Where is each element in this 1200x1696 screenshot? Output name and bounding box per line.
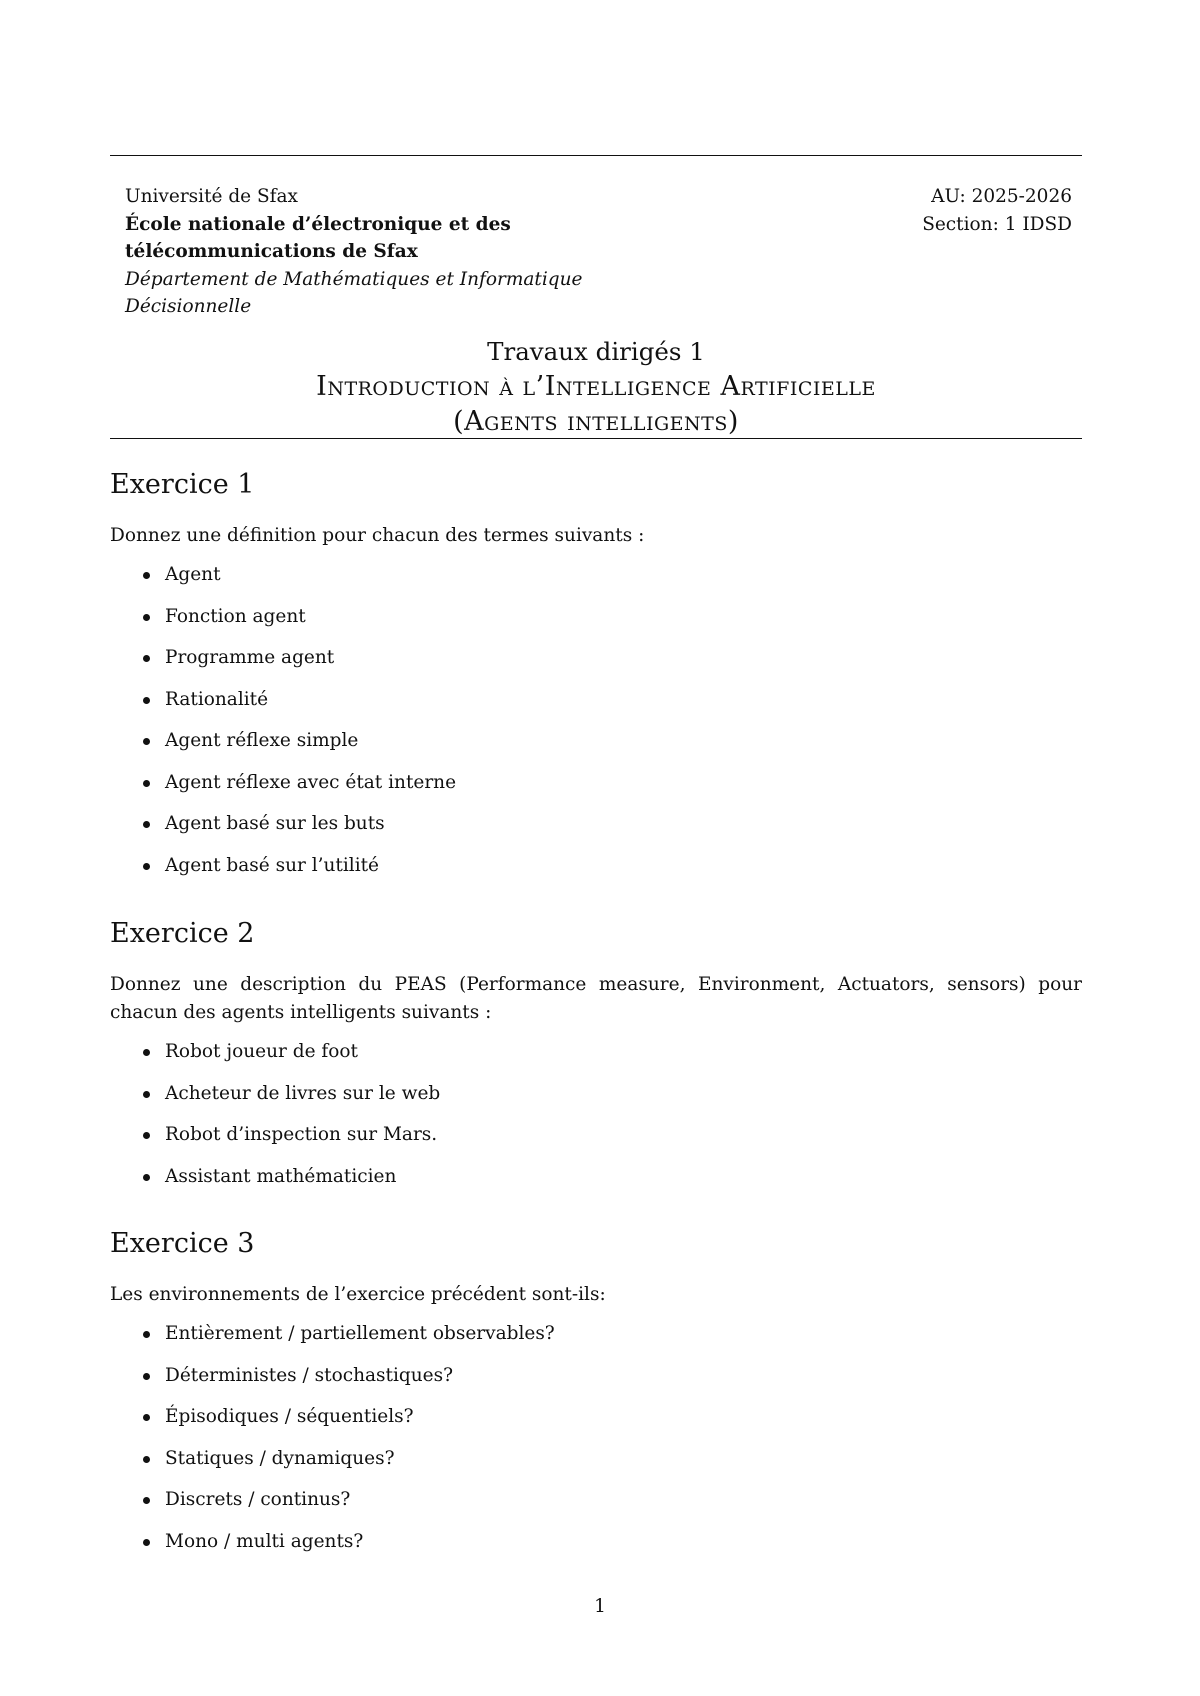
bullet-icon [143,614,150,621]
document-title [110,335,1082,439]
list-item-text: Agent basé sur l’utilité [165,854,379,876]
academic-year: AU: 2025-2026 [931,186,1072,207]
bullet-icon [143,1331,150,1338]
page-number: 1 [594,1596,606,1617]
list-item [110,1163,1082,1190]
list-item-text: Rationalité [165,688,269,710]
list-item [110,769,1082,796]
bullet-icon [143,572,150,579]
list-item [110,686,1082,713]
exercise-heading: Exercice 1 [110,469,255,500]
exercise-intro: Donnez une définition pour chacun des termes suivants : [110,525,645,546]
list-item-text: Programme agent [165,647,335,668]
list-item-text: Agent basé sur les buts [165,813,385,834]
bullet-icon [143,1091,150,1098]
list-item [110,1403,1082,1430]
list-item [110,1528,1082,1555]
bullet-icon [143,1456,150,1463]
university-name: Université de Sfax [125,186,298,207]
bullet-icon [143,1049,150,1056]
list-item-text: Statiques / dynamiques? [165,1447,395,1469]
bullet-icon [143,863,150,870]
exercise-2 [110,917,1082,1204]
exercise-1 [110,468,1082,893]
list-item-text: Acheteur de livres sur le web [165,1082,441,1104]
list-item-text: Robot d’inspection sur Mars. [165,1124,438,1145]
title-line2: Introduction à l’Intelligence Artificielle [316,371,876,402]
list-item-text: Déterministes / stochastiques? [165,1364,453,1386]
exercise-intro: Les environnements de l’exercice précédent sont-ils: [110,1284,606,1305]
list-item-text: Fonction agent [165,605,306,627]
exercise-intro: Donnez une description du PEAS (Performance measure, Environment, Actuators, sensors) pour chacun des agents intelligents suivants : [110,974,1082,1023]
bullet-icon [143,1174,150,1181]
list-item-text: Discrets / continus? [165,1489,351,1510]
list-item [110,1362,1082,1389]
top-rule [110,155,1082,156]
list-item-text: Agent [165,564,221,585]
exercise-list [110,561,1082,879]
list-item [110,810,1082,837]
title-line3: (Agents intelligents) [453,406,739,437]
department-line1: Département de Mathématiques et Informatique [125,268,583,290]
list-item [110,1038,1082,1065]
bullet-icon [143,821,150,828]
bullet-icon [143,1497,150,1504]
list-item-text: Agent réflexe simple [165,730,359,751]
exercise-heading: Exercice 2 [110,918,255,949]
bullet-icon [143,1373,150,1380]
department-line2: Décisionnelle [125,296,252,317]
list-item [110,603,1082,630]
title-bottom-rule [110,438,1082,439]
title-line1: Travaux dirigés 1 [487,337,705,366]
exercise-list [110,1038,1082,1190]
bullet-icon [143,655,150,662]
bullet-icon [143,697,150,704]
list-item-text: Épisodiques / séquentiels? [165,1406,414,1427]
list-item-text: Agent réflexe avec état interne [165,771,457,793]
list-item [110,1121,1082,1148]
list-item-text: Entièrement / partiellement observables? [165,1323,555,1344]
list-item [110,644,1082,671]
bullet-icon [143,780,150,787]
bullet-icon [143,1132,150,1139]
list-item [110,852,1082,879]
list-item [110,1080,1082,1107]
institution-block [125,183,583,321]
school-name-line1: École nationale d’électronique et des [125,213,511,235]
list-item [110,1320,1082,1347]
list-item [110,561,1082,588]
bullet-icon [143,1539,150,1546]
list-item-text: Mono / multi agents? [165,1530,364,1552]
list-item [110,1486,1082,1513]
list-item [110,1445,1082,1472]
list-item-text: Robot joueur de foot [165,1041,358,1062]
exercise-list [110,1320,1082,1555]
bullet-icon [143,1414,150,1421]
list-item [110,727,1082,754]
exercise-heading: Exercice 3 [110,1228,255,1259]
section-label: Section: 1 IDSD [922,213,1072,235]
list-item-text: Assistant mathématicien [165,1165,397,1187]
course-info-block [922,183,1072,238]
school-name-line2: télécommunications de Sfax [125,241,418,262]
bullet-icon [143,738,150,745]
exercise-3 [110,1227,1082,1569]
